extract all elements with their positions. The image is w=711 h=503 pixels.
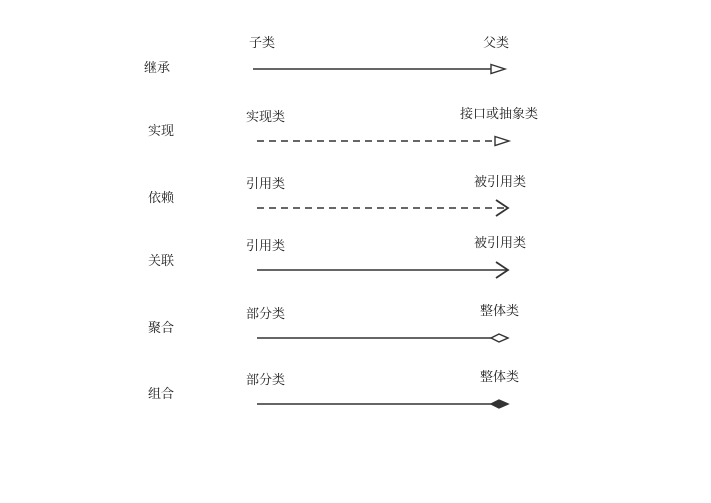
- source-class-label: 子类: [249, 36, 276, 51]
- target-class-label: 被引用类: [474, 175, 527, 190]
- target-class-label: 整体类: [480, 370, 520, 385]
- source-class-label: 部分类: [246, 307, 286, 322]
- filled-diamond-icon: [491, 400, 508, 408]
- source-class-label: 引用类: [246, 177, 286, 192]
- hollow-triangle-icon: [491, 65, 505, 74]
- relation-name-association: 关联: [148, 254, 175, 269]
- target-class-label: 接口或抽象类: [460, 107, 539, 122]
- source-class-label: 部分类: [246, 373, 286, 388]
- relation-name-composition: 组合: [148, 387, 175, 402]
- relation-name-realization: 实现: [148, 124, 175, 139]
- source-class-label: 引用类: [246, 239, 286, 254]
- target-class-label: 整体类: [480, 304, 520, 319]
- hollow-triangle-icon: [495, 137, 509, 146]
- hollow-diamond-icon: [491, 334, 508, 342]
- relation-name-aggregation: 聚合: [148, 321, 175, 336]
- target-class-label: 被引用类: [474, 236, 527, 251]
- relation-name-inheritance: 继承: [144, 61, 171, 76]
- source-class-label: 实现类: [246, 110, 286, 125]
- target-class-label: 父类: [483, 36, 510, 51]
- relation-name-dependency: 依赖: [148, 191, 175, 206]
